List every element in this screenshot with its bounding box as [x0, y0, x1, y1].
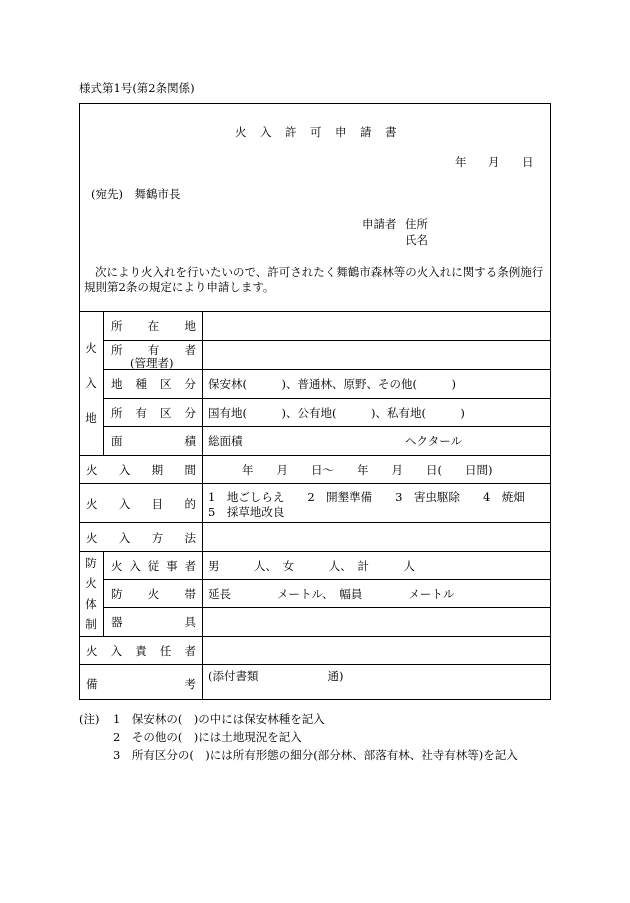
fire-group-label: 防 火 体 制 [85, 556, 97, 631]
area-value: 総面積 [208, 434, 243, 448]
table-rule [103, 311, 104, 455]
table-rule [79, 522, 551, 523]
date-year: 年 [455, 155, 467, 169]
table-rule [103, 340, 551, 341]
table-rule [79, 311, 551, 312]
addressee: (宛先) 舞鶴市長 [91, 187, 181, 201]
period-value: 年 月 日～ 年 月 日( 日間) [242, 463, 493, 477]
applicant-label: 申請者 [362, 217, 397, 231]
notes-label: (注) [79, 712, 100, 726]
firebreak-value: 延長 メートル、 幅員 メートル [208, 587, 455, 601]
date-day: 日 [522, 155, 534, 169]
firebreak-label: 防 火 帯 [111, 587, 196, 601]
location-label: 所 在 地 [111, 319, 196, 333]
table-rule [79, 551, 551, 552]
owner-sublabel: (管理者) [130, 356, 174, 370]
purpose-line-1: 1 地ごしらえ 2 開墾準備 3 害虫駆除 4 焼畑 [208, 490, 525, 504]
land-type-value: 保安林( )、普通林、原野、その他( ) [208, 377, 456, 391]
remarks-label: 備 考 [86, 677, 196, 691]
intro-line-2: 規則第2条の規定により申請します。 [84, 280, 275, 294]
ownership-type-value: 国有地( )、公有地( )、私有地( ) [208, 406, 465, 420]
area-label: 面 積 [111, 434, 196, 448]
land-group-label: 火 入 地 [85, 341, 97, 425]
purpose-line-2: 5 採草地改良 [208, 505, 285, 519]
table-rule [103, 398, 551, 399]
table-rule [202, 311, 203, 700]
table-rule [103, 551, 104, 636]
responsible-label: 火 入 責 任 者 [86, 644, 196, 658]
table-rule [103, 426, 551, 427]
period-label: 火 入 期 間 [86, 463, 196, 477]
ownership-type-label: 所 有 区 分 [111, 406, 196, 420]
table-rule [79, 483, 551, 484]
note-1: 1 保安林の( )の中には保安林種を記入 [113, 712, 325, 726]
purpose-label: 火 入 目 的 [86, 497, 196, 511]
form-title: 火 入 許 可 申 請 書 [235, 125, 398, 139]
owner-label: 所 有 者 [111, 343, 196, 357]
applicant-address: 住所 [405, 217, 428, 231]
area-unit: ヘクタール [405, 434, 463, 448]
remarks-value: (添付書類 通) [208, 669, 344, 683]
applicant-name: 氏名 [405, 233, 428, 247]
table-rule [103, 579, 551, 580]
note-2: 2 その他の( )には土地現況を記入 [113, 730, 302, 744]
equipment-label: 器 具 [111, 615, 196, 629]
method-label: 火 入 方 法 [86, 531, 196, 545]
note-3: 3 所有区分の( )には所有形態の細分(部分林、部落有林、社寺有林等)を記入 [113, 748, 518, 762]
table-rule [79, 664, 551, 665]
table-rule [79, 636, 551, 637]
workers-value: 男 人、 女 人、 計 人 [208, 559, 415, 573]
date-month: 月 [488, 155, 500, 169]
land-type-label: 地 種 区 分 [111, 377, 196, 391]
workers-label: 火 入 従 事 者 [111, 559, 196, 573]
form-number: 様式第1号(第2条関係) [79, 81, 195, 95]
table-rule [103, 607, 551, 608]
table-rule [79, 455, 551, 456]
intro-line-1: 次により火入れを行いたいので、許可されたく舞鶴市森林等の火入れに関する条例施行 [95, 265, 544, 279]
